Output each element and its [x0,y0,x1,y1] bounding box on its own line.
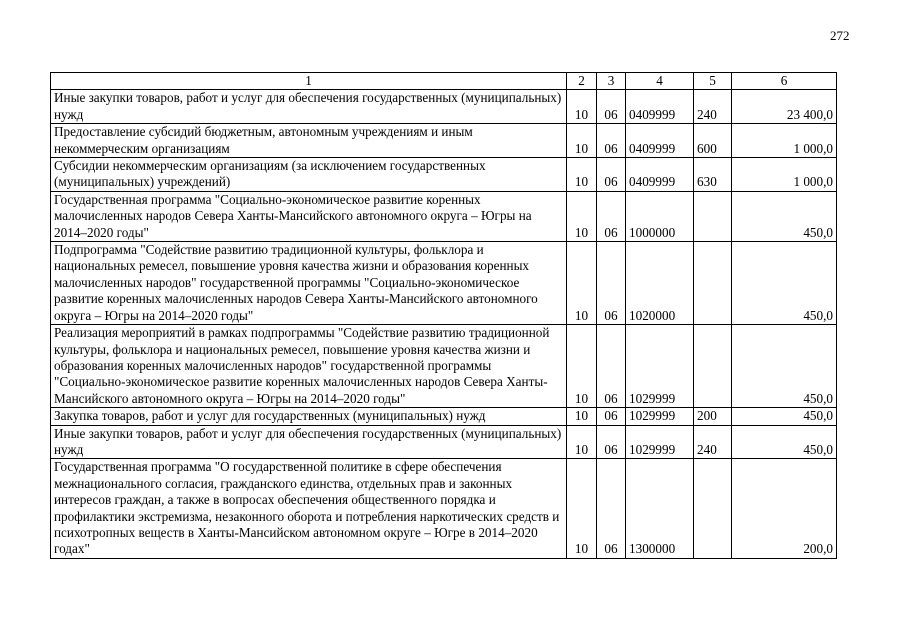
row-subsection: 06 [597,90,626,124]
row-target-code: 1029999 [626,325,694,408]
column-header: 3 [597,73,626,90]
column-header: 2 [567,73,597,90]
row-amount: 450,0 [732,425,837,459]
row-section: 10 [567,124,597,158]
row-description: Иные закупки товаров, работ и услуг для обеспечения государственных (муниципальных) нужд [51,90,567,124]
row-amount: 450,0 [732,408,837,425]
table-row [51,242,837,325]
table-row [51,425,837,459]
row-subsection: 06 [597,158,626,192]
table-row [51,90,837,124]
row-description: Реализация мероприятий в рамках подпрограммы "Содействие развитию традиционной культуры, фольклора и национальных ремесел, повышение уровня качества жизни и образования коренных малочисленных народов" государственной программы "Социально-экономическое развитие коренных малочисленных народов Севера Ханты-Мансийского автономного округа – Югры на 2014–2020 годы" [51,325,567,408]
row-section: 10 [567,242,597,325]
row-target-code: 1029999 [626,425,694,459]
table-row [51,191,837,241]
budget-table [50,72,837,559]
row-description: Государственная программа "О государственной политике в сфере обеспечения межнационального согласия, гражданского единства, отдельных прав и законных интересов граждан, а также в вопросах обеспечения общественного порядка и профилактики экстремизма, незаконного оборота и потребления наркотических средств и психотропных веществ в Ханты-Мансийском автономном округе – Югре в 2014–2020 годах" [51,459,567,558]
row-target-code: 0409999 [626,90,694,124]
row-description: Предоставление субсидий бюджетным, автономным учреждениям и иным некоммерческим организациям [51,124,567,158]
column-header: 6 [732,73,837,90]
row-target-code: 1300000 [626,459,694,558]
row-description: Иные закупки товаров, работ и услуг для обеспечения государственных (муниципальных) нужд [51,425,567,459]
row-target-code: 0409999 [626,124,694,158]
row-section: 10 [567,191,597,241]
row-target-code: 1020000 [626,242,694,325]
row-target-code: 1029999 [626,408,694,425]
row-expense-type: 240 [694,90,732,124]
row-subsection: 06 [597,325,626,408]
row-expense-type [694,242,732,325]
row-expense-type [694,325,732,408]
row-expense-type: 630 [694,158,732,192]
row-amount: 23 400,0 [732,90,837,124]
column-header: 4 [626,73,694,90]
page-number: 272 [830,28,850,43]
table-row [51,459,837,558]
row-expense-type: 240 [694,425,732,459]
row-description: Государственная программа "Социально-экономическое развитие коренных малочисленных народов Севера Ханты-Мансийского автономного округа – Югры на 2014–2020 годы" [51,191,567,241]
column-header: 5 [694,73,732,90]
row-amount: 200,0 [732,459,837,558]
row-amount: 450,0 [732,325,837,408]
row-section: 10 [567,408,597,425]
row-amount: 1 000,0 [732,124,837,158]
row-expense-type [694,191,732,241]
row-section: 10 [567,158,597,192]
row-section: 10 [567,425,597,459]
table-row [51,158,837,192]
table-row [51,408,837,425]
row-subsection: 06 [597,191,626,241]
row-section: 10 [567,325,597,408]
row-description: Подпрограмма "Содействие развитию традиционной культуры, фольклора и национальных ремесел, повышение уровня качества жизни и образования коренных малочисленных народов" государственной программы "Социально-экономическое развитие коренных малочисленных народов Севера Ханты-Мансийского автономного округа – Югры на 2014–2020 годы" [51,242,567,325]
table-row [51,124,837,158]
row-expense-type: 600 [694,124,732,158]
row-subsection: 06 [597,242,626,325]
row-amount: 1 000,0 [732,158,837,192]
row-subsection: 06 [597,459,626,558]
row-description: Субсидии некоммерческим организациям (за исключением государственных (муниципальных) учреждений) [51,158,567,192]
row-amount: 450,0 [732,242,837,325]
row-description: Закупка товаров, работ и услуг для государственных (муниципальных) нужд [51,408,567,425]
table-header-row [51,73,837,90]
row-section: 10 [567,459,597,558]
row-subsection: 06 [597,124,626,158]
column-header: 1 [51,73,567,90]
row-amount: 450,0 [732,191,837,241]
row-subsection: 06 [597,425,626,459]
row-target-code: 0409999 [626,158,694,192]
row-subsection: 06 [597,408,626,425]
row-expense-type [694,459,732,558]
row-expense-type: 200 [694,408,732,425]
table-row [51,325,837,408]
row-section: 10 [567,90,597,124]
row-target-code: 1000000 [626,191,694,241]
